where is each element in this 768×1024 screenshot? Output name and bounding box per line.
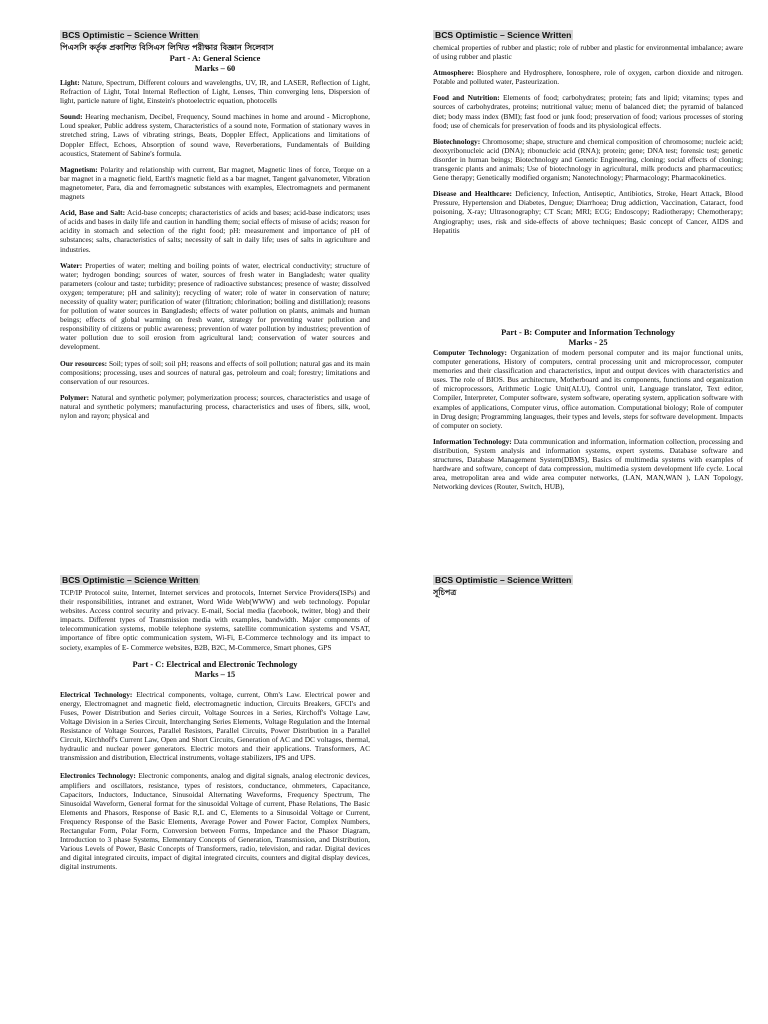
topic-food-nutrition: Food and Nutrition: Elements of food; carbohydrates; protein; fats and lipid; vitamins; types and sources of carbohydrates, proteins; nutritional value; menu of balanced diet; the pyramid of balanced diet; body mass index (BMI); fast food or junk food; preservation of food; various processes of storing food; use of chemicals for preservation of foods and its physiological effects. [433, 93, 743, 130]
part-c-marks: Marks – 15 [194, 669, 236, 679]
topic-disease-healthcare: Disease and Healthcare: Deficiency, Infection, Antiseptic, Antibiotics, Stroke, Heart Attack, Blood Pressure, Hypertension and Diabetes, Dengue; Diarrhoea; Drug addiction, Vaccination, Cataract, food poisoning, X-ray; Ultrasonography; CT Scan; MRI; ECG; Endoscopy; Radiotherapy; Chemotherapy; Angiography; uses, risk and side-effects of above techniques; Basic concept of Cancer, AIDS and Hepatitis [433, 189, 743, 235]
part-c-title: Part - C: Electrical and Electronic Technology [132, 659, 298, 669]
page-4 [433, 570, 743, 610]
topic-polymer: Polymer: Natural and synthetic polymer; polymerization process; sources, characteristics and usage of natural and synthetic polymers; manufacturing process, characteristics and uses of fibers, silk, wool, nylon and rayon; physical and [60, 392, 370, 420]
part-a-marks: Marks – 60 [194, 64, 236, 73]
page-1 [60, 25, 370, 495]
page-header: BCS Optimistic – Science Written [435, 575, 572, 585]
part-a-title: Part - A: General Science [169, 54, 261, 63]
page-3 [60, 570, 370, 1015]
topic-information-technology: Information Technology: Data communication and information, information collection, processing and distribution, System analysis and information systems, expert systems. Database software and structures, Database Management System(DBMS), Basics of multimedia systems with examples of hardware and software, concept of data compression, multimedia system development life cycle. Local area, metropolitan area and wide area computer networks, (LAN, MAN,WAN ), LAN Topology, Networking devices (Router, Switch, HUB), [433, 436, 743, 492]
page-header: BCS Optimistic – Science Written [62, 30, 199, 40]
page-2-part-b [433, 328, 743, 508]
topic-biotechnology: Biotechnology: Chromosome; shape, structure and chemical composition of chromosome; nucleic acid; deoxyribonucleic acid (DNA); ribonucleic acid (RNA); protein; gene; DNA test; forensic test; genetic disorder in human beings; Biotechnology and Genetic Engineering, cloning; social effects of cloning; transgenic plants and animals; Use of biotechnology in agricultural, milk products and pharmaceutics; Gene therapy; Genetically modified organism; Nanotechnology; Pharmacology; Pharmacokinetics. [433, 136, 743, 183]
topic-electrical-technology: Electrical Technology: Electrical components, voltage, current, Ohm's Law. Electrical power and energy, Electromagnet and magnetic field, electromagnetic induction, Circuits Breakers, GFCI's and Fuses, Power Distribution and Series circuit, Voltage Sources in a Series, Kirchoff's Voltage Law, Voltage Division in a Series Circuit, Interchanging Series Elements, Voltage Regulation and the Internal Resistance of Voltage Sources, Parallel Resistors, Parallel Circuits, Power Distribution in a Parallel Circuit, Kirchhoff's Current Law, Open and Short Circuits, Generation of AC and DC voltages, thermal, hydraulic and nuclear power generators. Electric motors and their applications. Transformers, AC transmission and distribution, Electrical instruments, voltage stabilizers, IPS and UPS. [60, 689, 370, 763]
bangla-contents-label: সূচিপত্র [433, 588, 457, 597]
polymer-continued: chemical properties of rubber and plastic; role of rubber and plastic for environmental imbalance; aware of using rubber and plastic [433, 43, 743, 62]
page-2 [433, 25, 743, 325]
page-header: BCS Optimistic – Science Written [62, 575, 199, 585]
bangla-syllabus-title: পিএসসি কর্তৃক প্রকাশিত বিসিএস লিখিত পরীক্ষার বিজ্ঞান সিলেবাস [60, 43, 274, 52]
it-continued: TCP/IP Protocol suite, Internet, Internet services and protocols, Internet Service Providers(ISPs) and their responsibilities, intranet and extranet, Word Wide Web(WWW) and web technology. Popular websites. Access control security and privacy. E-mail, Social media (facebook, twitter, blog) and their impacts. Different types of Transmission media with examples, bandwidth. Major components of telecommunication systems, mobile telephone systems, satellite communication systems and VSAT, importance of fibre optic communication system, Wi-Fi, E-Commerce technology and its impact to society, examples of E- Commerce websites, B2B, B2C, M-Commerce, Smart phones, GPS [60, 588, 370, 652]
part-b-title: Part - B: Computer and Information Technology [501, 328, 675, 337]
part-b-marks: Marks - 25 [568, 338, 608, 347]
topic-our-resources: Our resources: Soil; types of soil; soil pH; reasons and effects of soil pollution; natural gas and its main compositions; processing, uses and sources of natural gas, petroleum and coal; forestry; limitations and conservation of our resources. [60, 358, 370, 386]
topic-electronics-technology: Electronics Technology: Electronic components, analog and digital signals, analog electronic devices, amplifiers and oscillators, resistance, types of resistors, conductance, ohmmeters, Capacitance, Capacitors, Inductors, Inductance, Sinusoidal Alternating Waveforms, Frequency Spectrum, The Sinusoidal Waveform, General format for the sinusoidal Voltage of current, Phase Relations, The Basic Elements and Phasors, Response of Basic R,L and C, Elements to a Sinusoidal Voltage or Current, Frequency Response of the Basic Elements, Average Power and Power Factor, Complex Numbers, Rectangular Form, Polar Form, Conversion between Forms, Impedance and the Phasor Diagram, Introduction to 3 phase Systems, Elementary Concepts of Generation, Transmission, and Distribution, Various Levels of Power, Basic Concepts of Transformers, radio, television, and radar. Digital devices and digital integrated circuits, impact of digital integrated circuits, counters and digital display devices, digital instruments. [60, 771, 370, 872]
topic-sound: Sound: Hearing mechanism, Decibel, Frequency, Sound machines in home and around - Microphone, Loud speaker, Public address system, Characteristics of a sound note, Formation of stationary waves in stretched string, Laws of vibrating strings, Beats, Doppler Effect, Applications and limitations of Doppler Effect, Echoes, Absorption of sound wave, Reverberations, Fundamentals of Building acoustics, Statement of Sabine's formula. [60, 112, 370, 158]
topic-magnetism: Magnetism: Polarity and relationship with current, Bar magnet, Magnetic lines of force, Torque on a bar magnet in a magnetic field, Earth's magnetic field as a bar magnet, Tangent galvanometer, Vibration magnetometer, Para, dia and ferromagnetic substances with examples, Electromagnets and permanent magnets [60, 164, 370, 202]
topic-light: Light: Nature, Spectrum, Different colours and wavelengths, UV, IR, and LASER, Reflection of Light, Refraction of Light, Total Internal Reflection of Light, Lenses, Thin converging lens, Dispersion of light, particle nature of light, Einstein's photoelectric equation, photocells [60, 78, 370, 106]
topic-computer-technology: Computer Technology: Organization of modern personal computer and its major functional units, computer generations, History of computers, central processing unit and microprocessor, computer memories and their classification and characteristics, input and output devices with characteristics and uses. The role of BIOS. Bus architecture, Motherboard and its components, functions and organization of microprocessors, Arithmetic Logic Unit(ALU), Control unit, Language translator, Text editor, Compiler, Interpreter, Computer software, system software, operating system, application software with examples of applications, Computer virus, office automation. Computational biology; Role of computer in Drug design; Programming languages, their types and levels, steps for software development. Impacts of computer on society. [433, 348, 743, 430]
topic-acid-base-salt: Acid, Base and Salt: Acid-base concepts; characteristics of acids and bases; acid-base indicators; uses of acids and bases in daily life and caution in handling them; social effects of misuse of acids; reason for acidity in stomach and selection of the right food; pH: measurement and importance of pH of substances; salts, characteristics of salts; necessity of salt in daily life; uses of salts in agriculture and industries. [60, 208, 370, 254]
page-header: BCS Optimistic – Science Written [435, 30, 572, 40]
topic-water: Water: Properties of water; melting and boiling points of water, electrical conductivity; structure of water; hydrogen bonding; sources of water, sources of fresh water in Bangladesh; water quality parameters (colour and taste; turbidity; presence of radioactive substances; presence of waste; dissolved oxygen; temperature; pH and salinity); recycling of water; role of water in conservation of nature; necessity of quality water; purification of water (filtration; chlorination; boiling and distillation); reasons for pollution of water sources in Bangladesh; effects of water pollution on plants, animals and human beings; effects of global warming on fresh water, strategy for preventing water pollution and responsibility of citizens or public awareness; prevention of water pollution by industries; prevention of water pollution due to soil erosion from agricultural land; conservation of water sources and development. [60, 260, 370, 352]
topic-atmosphere: Atmosphere: Biosphere and Hydrosphere, Ionosphere, role of oxygen, carbon dioxide and nitrogen. Potable and polluted water, Pasteurization. [433, 68, 743, 87]
